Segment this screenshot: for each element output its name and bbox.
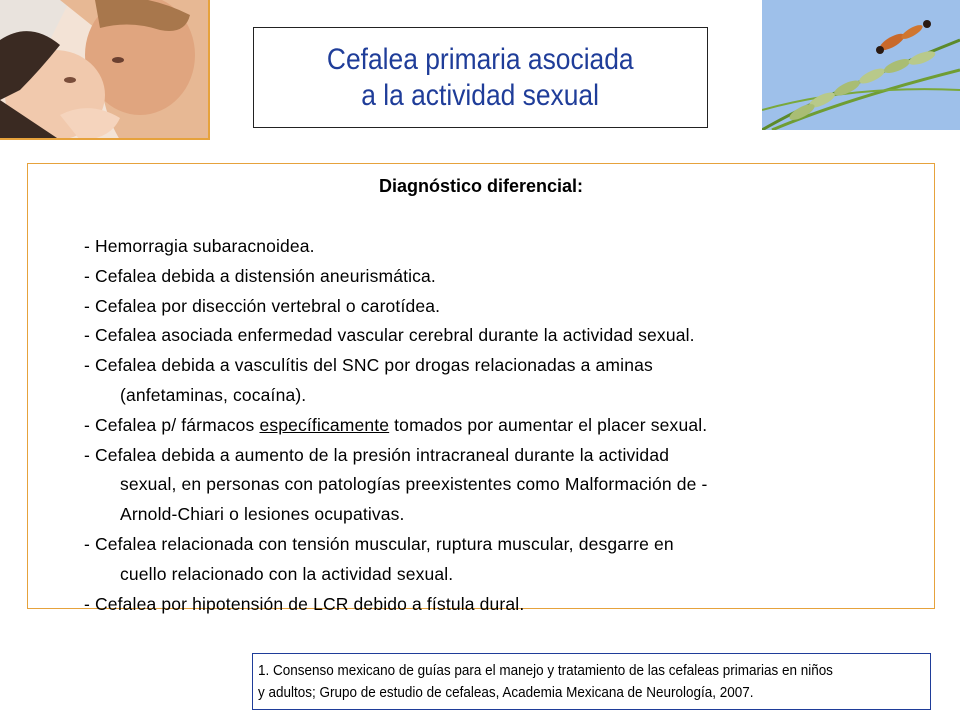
list-item-text: - Cefalea por hipotensión de LCR debido a fístula dural. [84,593,525,614]
list-item-text: - Cefalea relacionada con tensión muscular, ruptura muscular, desgarre en [84,533,674,554]
list-item-text: - Cefalea debida a aumento de la presión intracraneal durante la actividad [84,444,670,465]
section-heading: Diagnóstico diferencial: [378,176,584,196]
list-item-continuation: Arnold-Chiari o lesiones ocupativas. [120,504,405,525]
title-line-2: a la actividad sexual [361,78,600,112]
list-item-text: - Cefalea por disección vertebral o carotídea. [84,295,441,316]
underlined-word: específicamente [259,414,390,435]
list-item [84,321,934,351]
differential-diagnosis-box [27,163,935,614]
list-item-text-pre: - Cefalea p/ fármacos [84,414,260,435]
reference-line-1: 1. Consenso mexicano de guías para el manejo y tratamiento de las cefaleas primarias en niños [258,663,833,679]
list-item-text: - Hemorragia subaracnoidea. [84,236,315,256]
list-item-continuation: (anfetaminas, cocaína). [120,384,307,405]
list-item [84,292,934,322]
couple-photo [0,0,210,140]
list-item [84,351,934,411]
list-item-continuation: sexual, en personas con patologías preexistentes como Malformación de - [120,474,708,495]
list-item-continuation: cuello relacionado con la actividad sexual. [120,563,454,584]
list-item-text: - Cefalea debida a distensión aneurismática. [84,265,436,286]
title-line-1: Cefalea primaria asociada [327,42,634,76]
diagnosis-list [84,232,934,619]
couple-illustration [0,0,210,140]
list-item [84,262,934,292]
list-item [84,411,934,441]
list-item-text: - Cefalea debida a vasculítis del SNC por drogas relacionadas a aminas [84,355,653,376]
title-box [253,27,708,128]
list-item [84,232,934,262]
reference-line-2: y adultos; Grupo de estudio de cefaleas, Academia Mexicana de Neurología, 2007. [258,685,754,701]
list-item [84,590,934,620]
list-item-text: - Cefalea asociada enfermedad vascular cerebral durante la actividad sexual. [84,325,695,346]
list-item [84,441,934,530]
list-item [84,530,934,590]
insects-on-grass-photo [762,0,960,130]
reference-box [252,653,931,710]
insects-illustration [762,0,960,130]
list-item-text-post: tomados por aumentar el placer sexual. [389,414,708,435]
